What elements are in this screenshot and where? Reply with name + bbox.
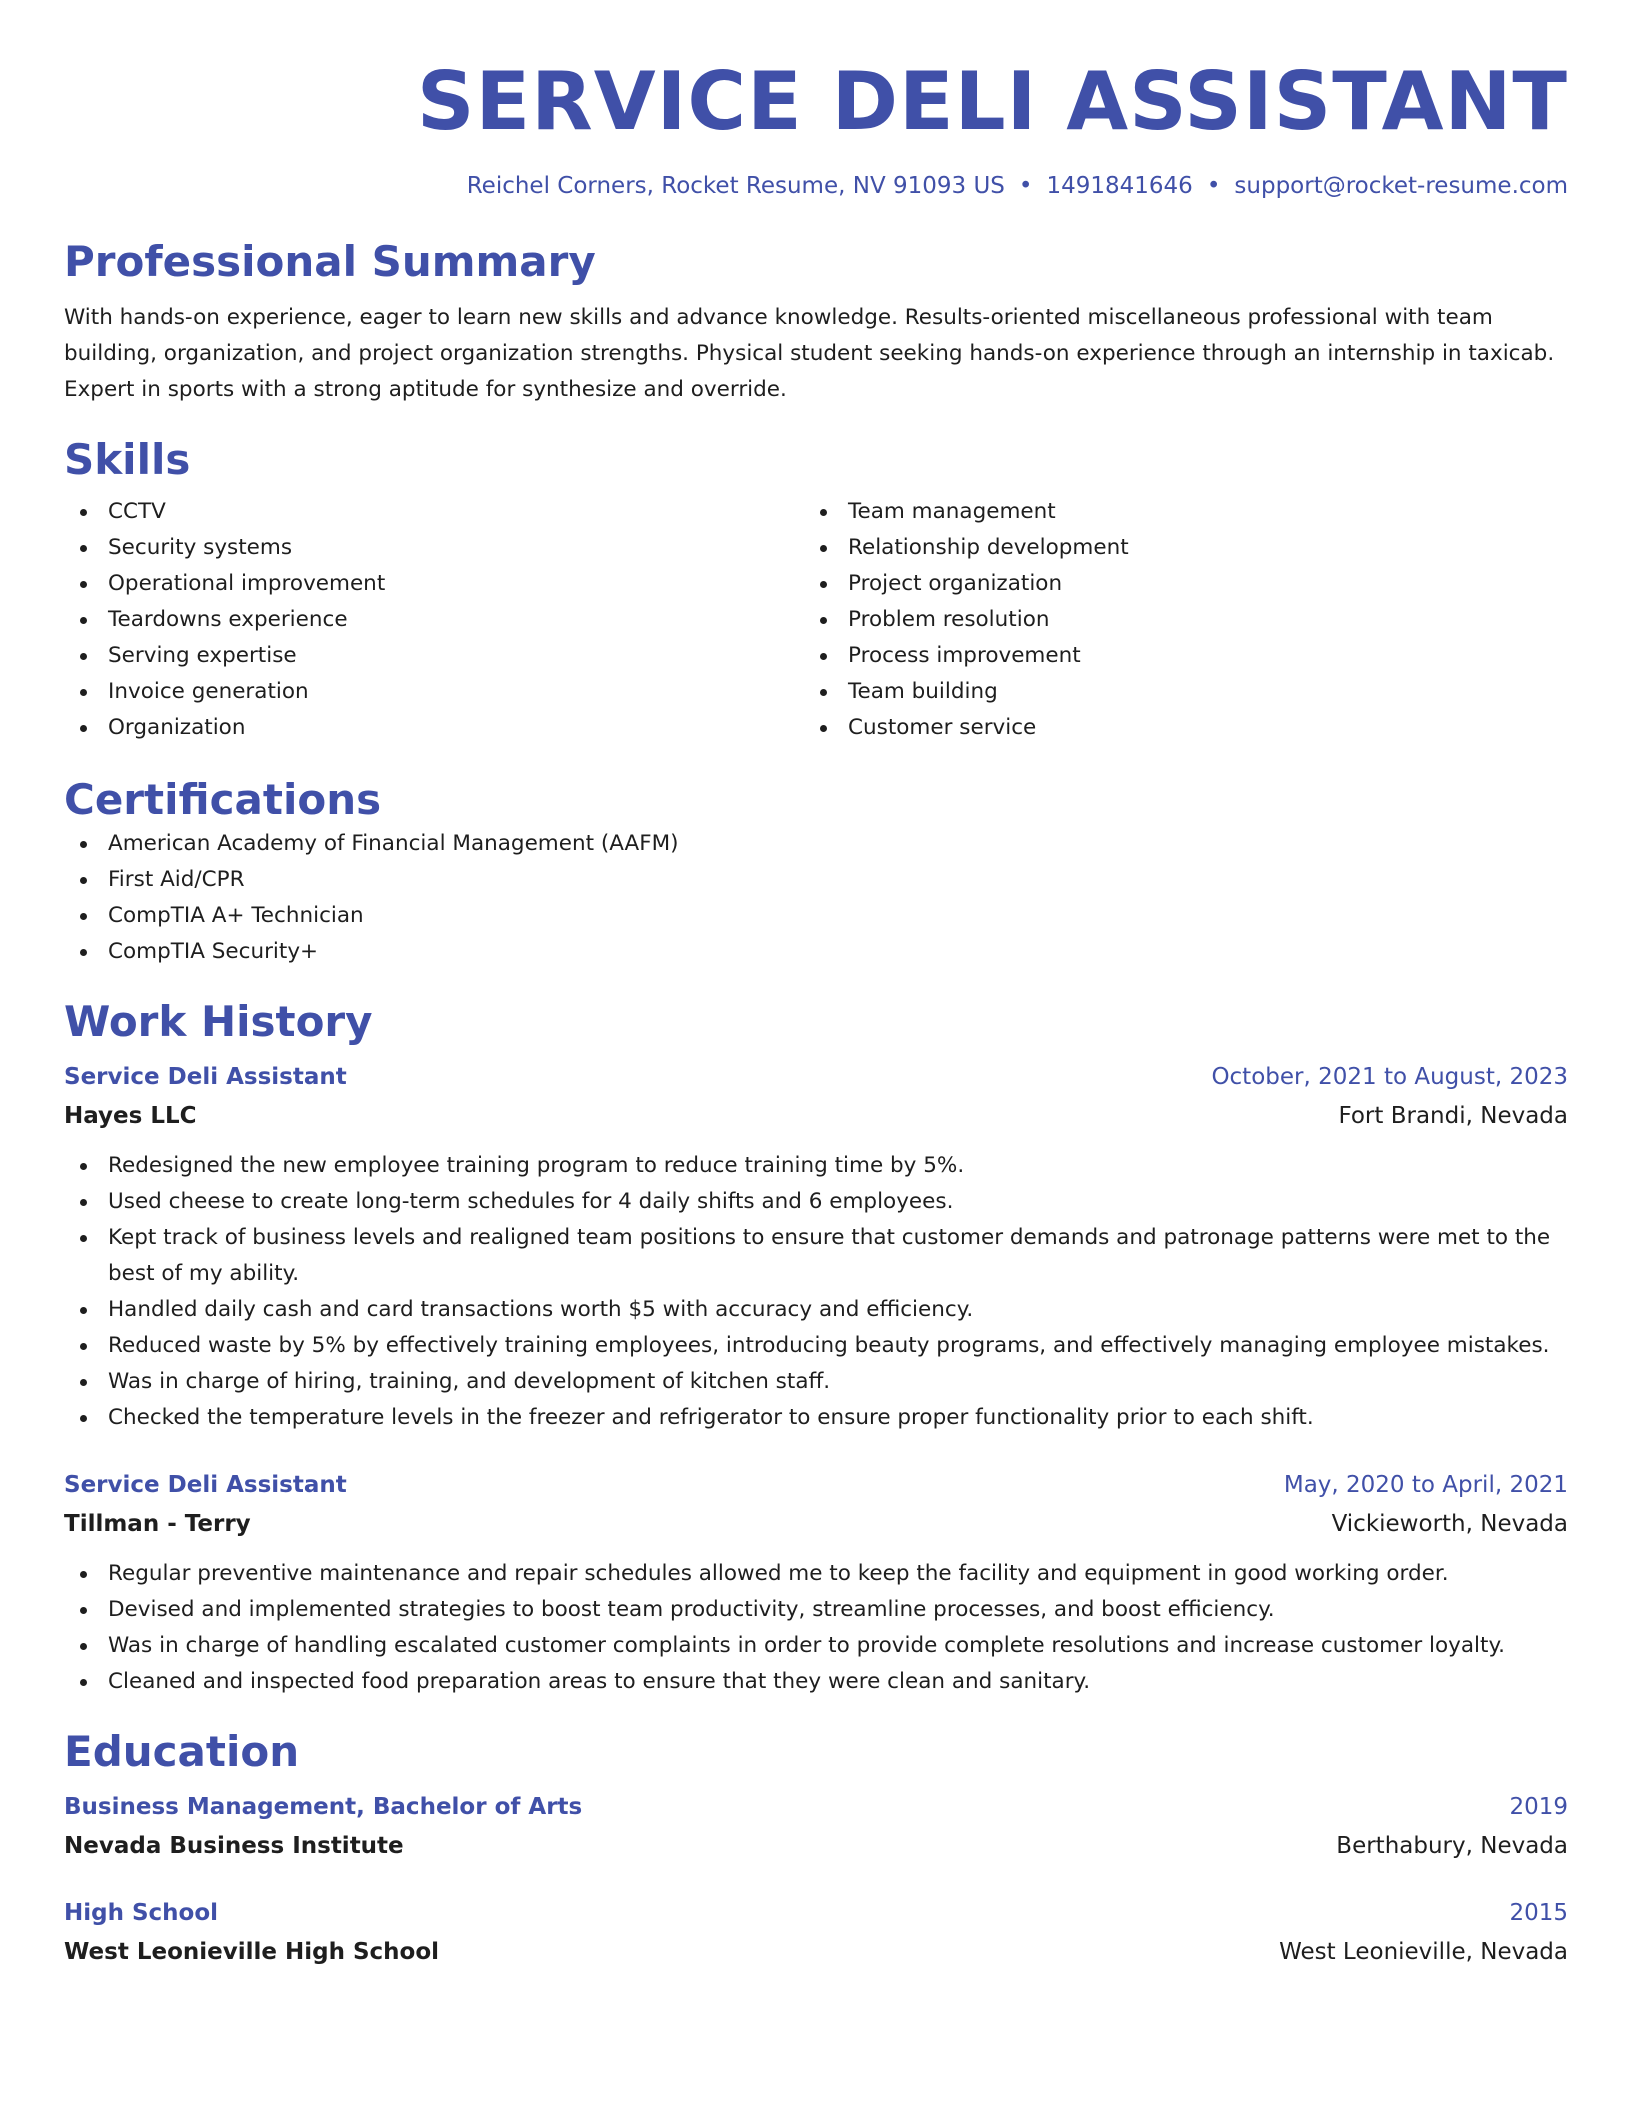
contact-email[interactable]: support@rocket-resume.com — [1234, 173, 1568, 199]
job-entry — [64, 1058, 1568, 1436]
certification-item: First Aid/CPR — [64, 862, 1568, 898]
education-degree: Business Management, Bachelor of Arts — [64, 1794, 583, 1820]
contact-separator: • — [1018, 173, 1033, 199]
education-school-row — [64, 1826, 1568, 1866]
skill-item: Serving expertise — [64, 638, 804, 674]
education-location: Berthabury, Nevada — [1336, 1833, 1568, 1859]
certifications-heading: Certifications — [64, 775, 382, 824]
job-company: Hayes LLC — [64, 1103, 197, 1129]
skill-item: CCTV — [64, 494, 804, 530]
skills-heading: Skills — [64, 435, 191, 484]
job-location: Fort Brandi, Nevada — [1338, 1103, 1568, 1129]
summary-heading: Professional Summary — [64, 237, 596, 286]
job-bullet: Cleaned and inspected food preparation areas to ensure that they were clean and sanitary. — [64, 1664, 1568, 1700]
certifications-list — [64, 826, 1568, 970]
work-history-heading: Work History — [64, 997, 373, 1046]
education-degree: High School — [64, 1900, 219, 1926]
contact-phone: 1491841646 — [1046, 173, 1193, 199]
education-year: 2019 — [1509, 1794, 1568, 1820]
job-entry — [64, 1466, 1568, 1700]
education-school: West Leonieville High School — [64, 1939, 440, 1965]
job-company-row — [64, 1504, 1568, 1544]
contact-line — [64, 170, 1568, 202]
job-bullet: Used cheese to create long-term schedules for 4 daily shifts and 6 employees. — [64, 1184, 1568, 1220]
job-bullet: Reduced waste by 5% by effectively training employees, introducing beauty programs, and effectively managing employee mistakes. — [64, 1328, 1568, 1364]
job-bullets — [64, 1148, 1568, 1436]
skills-columns — [64, 494, 1568, 746]
job-bullet: Handled daily cash and card transactions worth $5 with accuracy and efficiency. — [64, 1292, 1568, 1328]
skills-list-right — [804, 494, 1544, 746]
job-bullet: Kept track of business levels and realigned team positions to ensure that customer demands and patronage patterns were met to the best of my ability. — [64, 1220, 1568, 1292]
education-heading: Education — [64, 1727, 300, 1776]
contact-address: Reichel Corners, Rocket Resume, NV 91093 US — [466, 173, 1005, 199]
skills-list-left — [64, 494, 804, 746]
skill-item: Invoice generation — [64, 674, 804, 710]
job-title: Service Deli Assistant — [64, 1472, 347, 1498]
job-bullets — [64, 1556, 1568, 1700]
job-bullet: Regular preventive maintenance and repair schedules allowed me to keep the facility and equipment in good working order. — [64, 1556, 1568, 1592]
skill-item: Team building — [804, 674, 1544, 710]
skill-item: Relationship development — [804, 530, 1544, 566]
certification-item: CompTIA Security+ — [64, 934, 1568, 970]
skill-item: Teardowns experience — [64, 602, 804, 638]
job-header-row — [64, 1466, 1568, 1504]
certification-item: CompTIA A+ Technician — [64, 898, 1568, 934]
job-dates: October, 2021 to August, 2023 — [1211, 1064, 1568, 1090]
skill-item: Organization — [64, 710, 804, 746]
job-bullet: Was in charge of hiring, training, and development of kitchen staff. — [64, 1364, 1568, 1400]
job-bullet: Checked the temperature levels in the freezer and refrigerator to ensure proper functionality prior to each shift. — [64, 1400, 1568, 1436]
contact-separator: • — [1206, 173, 1221, 199]
education-location: West Leonieville, Nevada — [1279, 1939, 1568, 1965]
education-entry — [64, 1788, 1568, 1866]
education-header-row — [64, 1788, 1568, 1826]
skill-item: Team management — [804, 494, 1544, 530]
skill-item: Operational improvement — [64, 566, 804, 602]
skill-item: Security systems — [64, 530, 804, 566]
skill-item: Problem resolution — [804, 602, 1544, 638]
education-header-row — [64, 1894, 1568, 1932]
job-company-row — [64, 1096, 1568, 1136]
resume-name: SERVICE DELI ASSISTANT — [416, 55, 1568, 148]
skill-item: Process improvement — [804, 638, 1544, 674]
education-entry — [64, 1894, 1568, 1972]
job-bullet: Was in charge of handling escalated customer complaints in order to provide complete resolutions and increase customer loyalty. — [64, 1628, 1568, 1664]
education-school: Nevada Business Institute — [64, 1833, 404, 1859]
job-bullet: Redesigned the new employee training program to reduce training time by 5%. — [64, 1148, 1568, 1184]
skill-item: Project organization — [804, 566, 1544, 602]
job-dates: May, 2020 to April, 2021 — [1283, 1472, 1568, 1498]
certification-item: American Academy of Financial Management (AAFM) — [64, 826, 1568, 862]
job-location: Vickieworth, Nevada — [1331, 1511, 1568, 1537]
summary-text: With hands-on experience, eager to learn new skills and advance knowledge. Results-oriented miscellaneous professional with team building, organization, and project organization strengths. Physical student seeking hands-on experience through an internship in taxicab. Expert in sports with a strong aptitude for synthesize and override. — [64, 305, 1555, 402]
job-company: Tillman - Terry — [64, 1511, 251, 1537]
skill-item: Customer service — [804, 710, 1544, 746]
job-header-row — [64, 1058, 1568, 1096]
job-title: Service Deli Assistant — [64, 1064, 347, 1090]
job-bullet: Devised and implemented strategies to boost team productivity, streamline processes, and boost efficiency. — [64, 1592, 1568, 1628]
education-year: 2015 — [1509, 1900, 1568, 1926]
education-school-row — [64, 1932, 1568, 1972]
